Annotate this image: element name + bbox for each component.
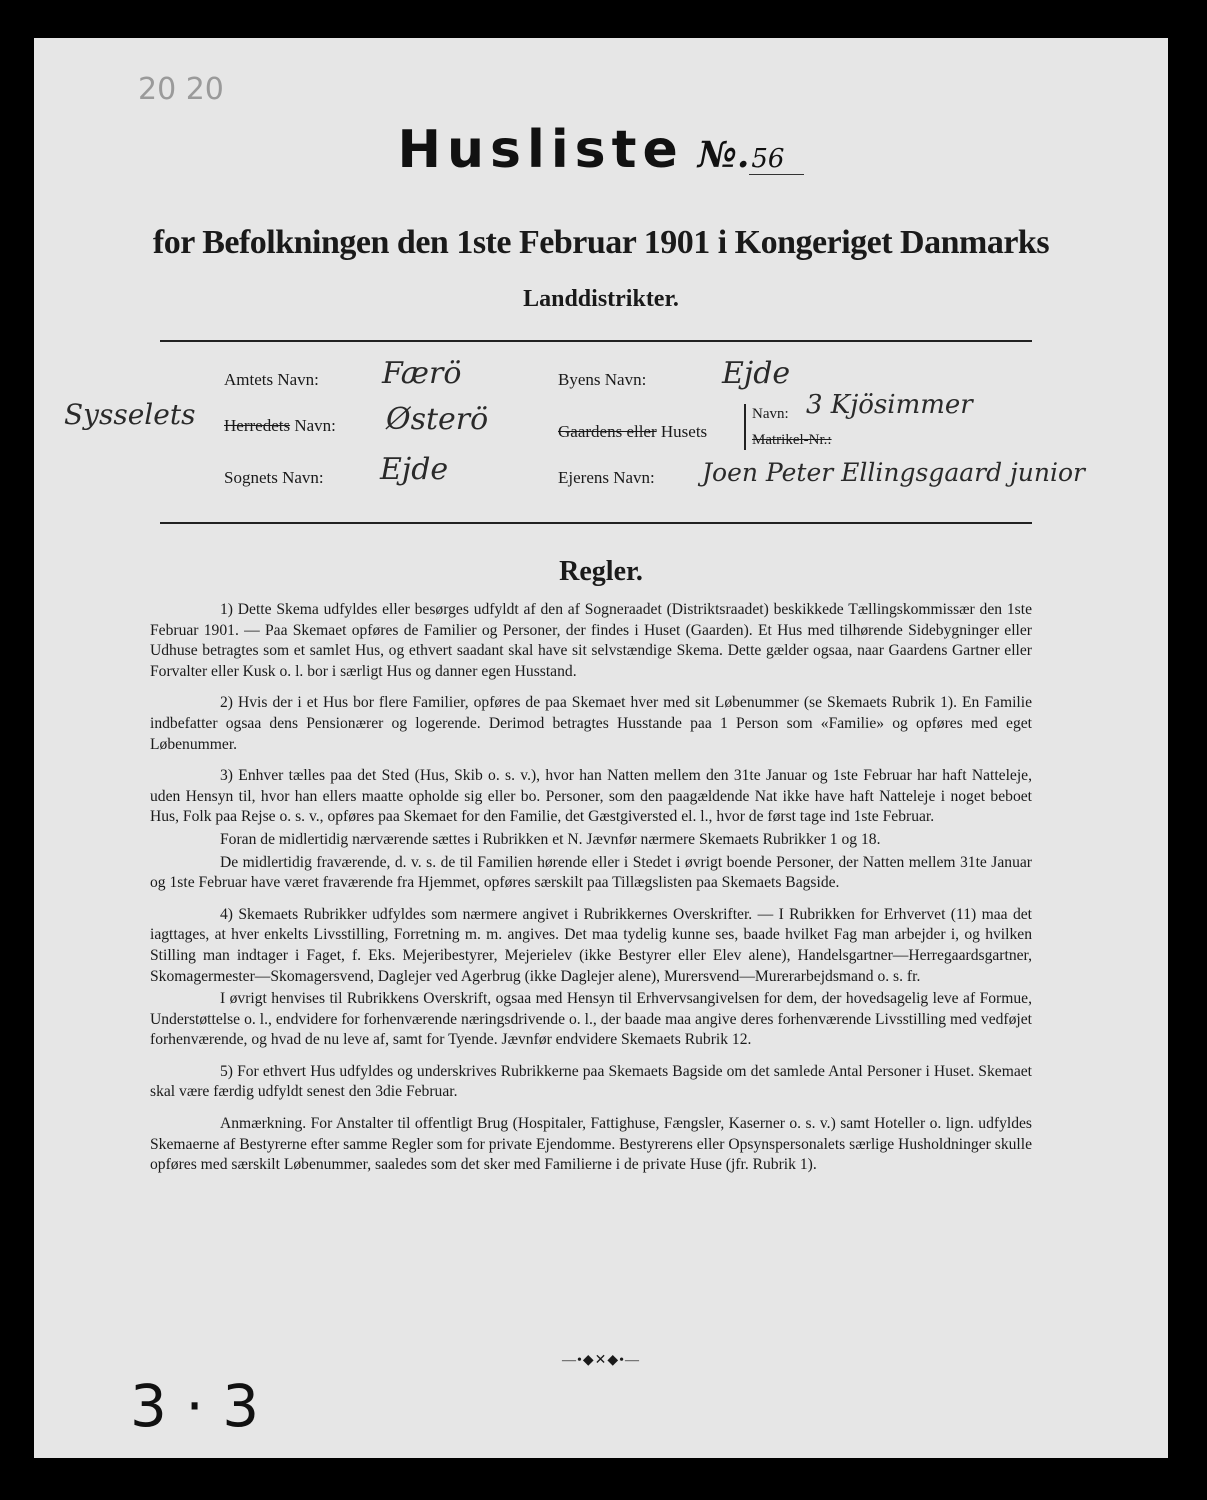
- census-form-page: [34, 38, 1168, 1458]
- sogn-label: Sognets Navn:: [224, 468, 324, 487]
- herred-value: Østerö: [386, 402, 489, 437]
- sogn-value: Ejde: [380, 452, 449, 487]
- rule-4: 4) Skemaets Rubrikker udfyldes som nærmere angivet i Rubrikkernes Overskrifter. — I Rubrikken for Erhvervet (11) maa det iagttages, at hver enkelts Livsstilling, Forretning m. m. angives. Det maa tydelig kunne ses, baade hvilket Fag man arbejder i, og hvilken Stilling man indtager i Faget, f. Eks. Mejeribestyrer, Mejerielev (ikke Bestyrer eller Elev alene), Handelsgartner—Herregaardsgartner, Skomagermester—Skomagersvend, Daglejer ved Agerbrug (ikke Daglejer alene), Murersvend—Murerarbejdsmand o. s. fr.: [150, 905, 1032, 985]
- byens-label: Byens Navn:: [558, 370, 647, 389]
- ejer-label: Ejerens Navn:: [558, 468, 655, 487]
- house-name-value: 3 Kjösimmer: [806, 390, 973, 420]
- rules-heading: Regler.: [559, 556, 643, 587]
- amt-label: Amtets Navn:: [224, 370, 319, 389]
- divider-bottom: [160, 522, 1032, 524]
- herred-label: [224, 416, 336, 436]
- husets-text: Husets: [660, 422, 708, 441]
- herred-struck: Herredets: [224, 416, 291, 435]
- sysselets-note: Sysselets: [64, 398, 196, 431]
- rule-2: 2) Hvis der i et Hus bor flere Familier, opføres de paa Skemaet hver med sit Løbenummer (se Skemaets Rubrik 1). En Familie indbefatter ogsaa dens Pensionærer og logerende. Derimod betragtes Husstande paa 1 Person som «Familie» og opføres med eget Løbenummer.: [150, 694, 1032, 753]
- gaard-struck: Gaardens eller: [558, 422, 657, 441]
- rule-3: 3) Enhver tælles paa det Sted (Hus, Skib o. s. v.), hvor han Natten mellem den 31te Januar og 1ste Februar har haft Natteleje, uden Hensyn til, hvor han ellers maatte opholde sig eller bo. Personer, som den paagældende Nat ikke have haft Natteleje i noget beboet Hus, Folk paa Rejse o. s. v., opføres paa Skemaet for den Familie, det Gæstgiversted el. l., hvor de først tage ind 1ste Februar.: [150, 767, 1032, 826]
- form-subtitle-district: Landdistrikter.: [523, 286, 679, 312]
- rules-body: [150, 600, 1032, 1187]
- pencil-note-top: 20 20: [138, 72, 224, 107]
- archive-mark: 3 · 3: [130, 1372, 260, 1440]
- rule-3-note-b: De midlertidig fraværende, d. v. s. de til Familien hørende eller i Stedet i øvrigt boende Personer, der Natten mellem 31te Januar og 1ste Februar have været fraværende fra Hjemmet, opføres særskilt paa Tillægslisten paa Skemaets Bagside.: [150, 853, 1032, 892]
- number-label: №.: [697, 134, 750, 176]
- ornament-divider: —•◆✕◆•—: [561, 1353, 641, 1368]
- husets-label: [558, 422, 707, 442]
- rule-5: 5) For ethvert Hus udfyldes og underskrives Rubrikkerne paa Skemaets Bagside om det samlede Antal Personer i Huset. Skemaet skal være færdig udfyldt senest den 3die Februar.: [150, 1062, 1032, 1101]
- amt-value: Færö: [382, 356, 462, 391]
- divider-top: [160, 340, 1032, 342]
- herred-navn: Navn:: [290, 416, 336, 435]
- rule-3-note-a: Foran de midlertidig nærværende sættes i Rubrikken et N. Jævnfør nærmere Skemaets Rubrikker 1 og 18.: [220, 830, 881, 848]
- house-number: 56: [749, 144, 804, 175]
- form-title: [34, 120, 1168, 180]
- rule-1: 1) Dette Skema udfyldes eller besørges udfyldt af den af Sogneraadet (Distriktsraadet) beskikkede Tællingskommissær den 1ste Februar 1901. — Paa Skemaet opføres de Familier og Personer, der findes i Huset (Gaarden). Et Hus med tilhørende Sidebygninger eller Udhuse betragtes som et samlet Hus, og ethvert saadant skal have sit selvstændige Skema. Dette gælder ogsaa, naar Gaardens Gartner eller Forvalter eller Kusk o. l. bor i særligt Hus og danner egen Husstand.: [150, 601, 1032, 680]
- navn-label: Navn:: [752, 406, 789, 422]
- title-text: Husliste: [397, 120, 684, 180]
- ejer-value: Joen Peter Ellingsgaard junior: [702, 458, 1085, 487]
- byens-value: Ejde: [722, 356, 791, 391]
- matrikel-struck: Matrikel-Nr.:: [752, 432, 832, 448]
- form-subtitle: for Befolkningen den 1ste Februar 1901 i Kongeriget Danmarks: [152, 224, 1050, 261]
- rule-4-note: I øvrigt henvises til Rubrikkens Overskrift, ogsaa med Hensyn til Erhvervsangivelsen for dem, der hovedsagelig leve af Formue, Understøttelse o. l., endvidere for forhenværende næringsdrivende o. l., der baade maa angive deres forhenværende Livsstilling med vedføjet forhenværende, og hvad de nu leve af, samt for Tyende. Jævnfør endvidere Skemaets Rubrik 12.: [150, 990, 1032, 1049]
- annotation: Anmærkning. For Anstalter til offentligt Brug (Hospitaler, Fattighuse, Fængsler, Kaserner o. s. v.) samt Hoteller o. lign. udfyldes Skemaerne af Bestyrerne efter samme Regler som for private Ejendomme. Bestyrerens eller Opsynspersonalets særlige Husholdninger skulle opføres med særskilt Løbenummer, saaledes som det sker med Familierne i de private Huse (jfr. Rubrik 1).: [150, 1115, 1032, 1174]
- bracket: [744, 404, 746, 450]
